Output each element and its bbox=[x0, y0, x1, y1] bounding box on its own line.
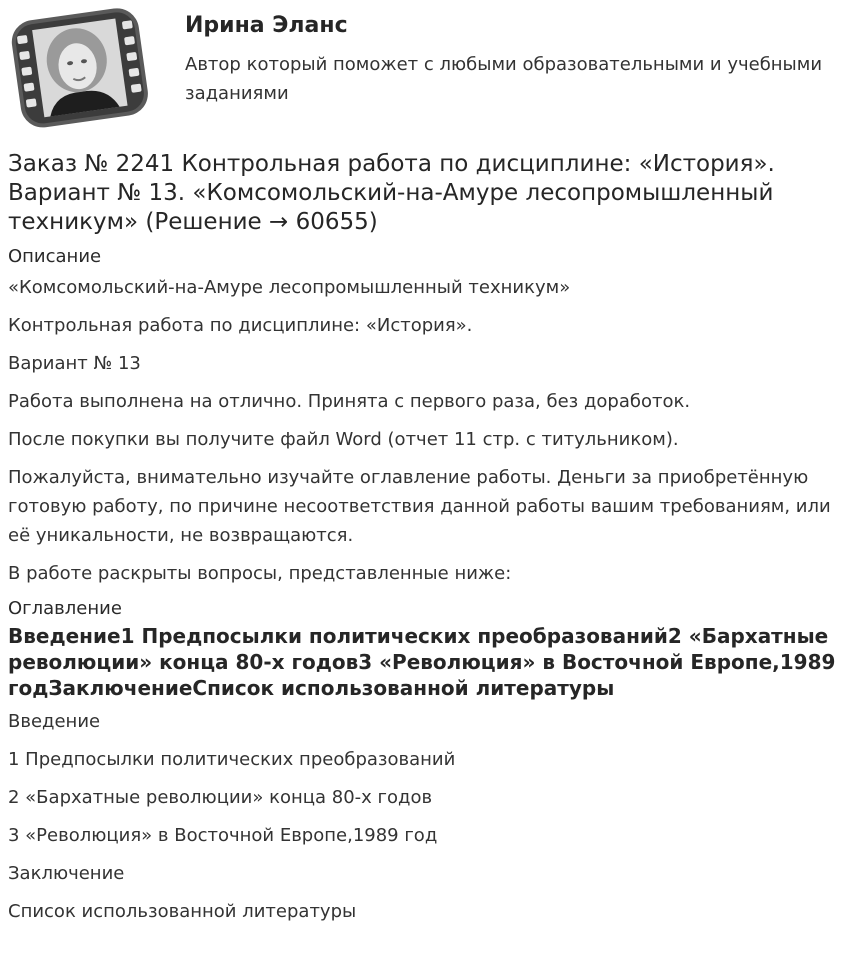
order-title: Заказ № 2241 Контрольная работа по дисциплине: «История». Вариант № 13. «Комсомольский-на-Амуре лесопромышленный техникум» (Решение → 60655) bbox=[8, 151, 775, 235]
description-paragraph: «Комсомольский-на-Амуре лесопромышленный техникум» bbox=[8, 277, 571, 298]
author-description: Автор который поможет с любыми образовательными и учебными заданиями bbox=[185, 54, 823, 104]
toc-item: Заключение bbox=[8, 863, 125, 884]
toc-item: Введение bbox=[8, 711, 101, 732]
order-content bbox=[8, 150, 838, 935]
toc-item: 3 «Революция» в Восточной Европе,1989 год bbox=[8, 825, 438, 846]
description-paragraph: В работе раскрыты вопросы, представленные ниже: bbox=[8, 563, 512, 584]
description-paragraph: Работа выполнена на отлично. Принята с первого раза, без доработок. bbox=[8, 391, 691, 412]
toc-item: 2 «Бархатные революции» конца 80-х годов bbox=[8, 787, 433, 808]
author-avatar[interactable] bbox=[6, 8, 152, 130]
description-paragraph: Контрольная работа по дисциплине: «История». bbox=[8, 315, 473, 336]
toc-label: Оглавление bbox=[8, 598, 122, 619]
toc-heading: Введение1 Предпосылки политических преобразований2 «Бархатные революции» конца 80-х годов3 «Революция» в Восточной Европе,1989 годЗаключениеСписок использованной литературы bbox=[8, 624, 836, 700]
author-header bbox=[0, 0, 847, 140]
description-paragraph: После покупки вы получите файл Word (отчет 11 стр. с титульником). bbox=[8, 429, 679, 450]
description-label: Описание bbox=[8, 246, 102, 267]
description-paragraph: Пожалуйста, внимательно изучайте оглавление работы. Деньги за приобретённую готовую работу, по причине несоответствия данной работы вашим требованиям, или её уникальности, не возвращаются. bbox=[8, 467, 831, 546]
author-name[interactable]: Ирина Эланс bbox=[185, 13, 348, 38]
description-paragraph: Вариант № 13 bbox=[8, 353, 141, 374]
toc-item: Список использованной литературы bbox=[8, 901, 357, 922]
toc-item: 1 Предпосылки политических преобразований bbox=[8, 749, 456, 770]
